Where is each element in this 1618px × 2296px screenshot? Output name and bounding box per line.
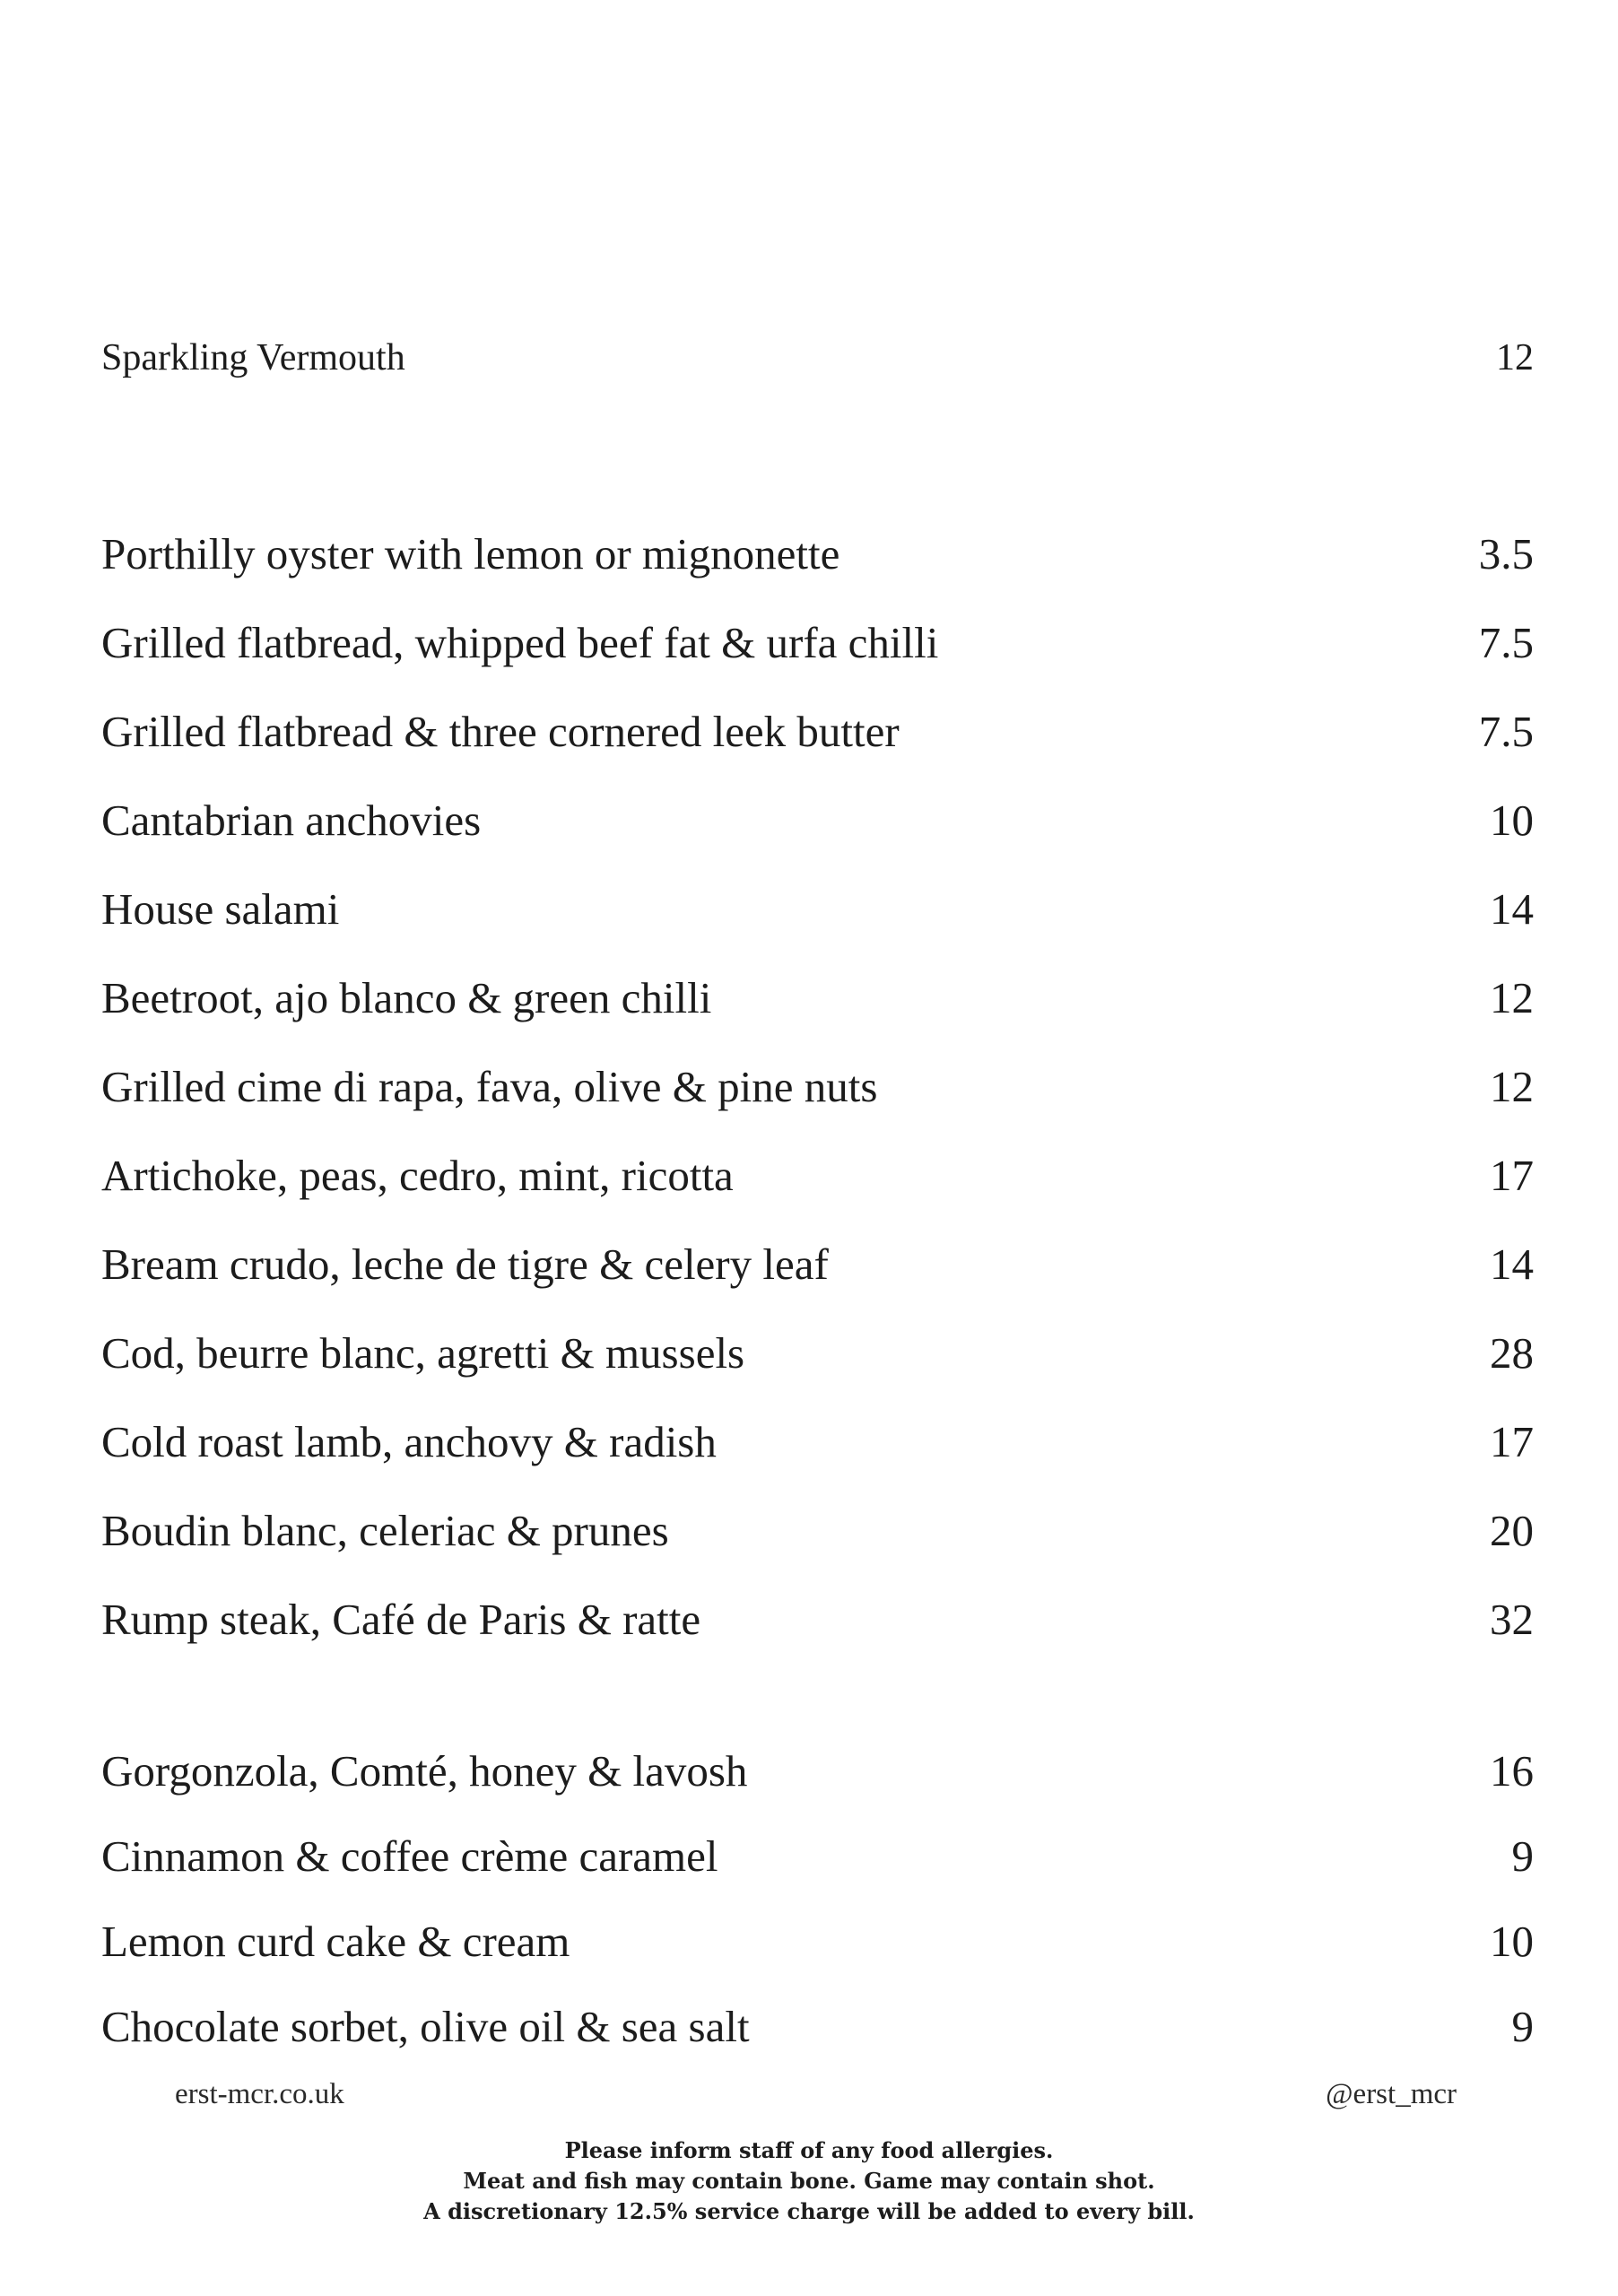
item-name: Grilled cime di rapa, fava, olive & pine nuts (101, 1062, 878, 1111)
item-price: 7.5 (1478, 707, 1534, 756)
item-name: Artichoke, peas, cedro, mint, ricotta (101, 1151, 734, 1200)
item-name: Sparkling Vermouth (101, 337, 405, 378)
menu-item (101, 884, 1534, 934)
note-line: Meat and fish may contain bone. Game may contain shot. (463, 2168, 1155, 2194)
item-price: 3.5 (1478, 529, 1534, 578)
item-price: 20 (1490, 1506, 1534, 1555)
item-name: Grilled flatbread, whipped beef fat & urfa chilli (101, 618, 939, 667)
website-link[interactable]: erst-mcr.co.uk (175, 2078, 344, 2110)
note-line: Please inform staff of any food allergies. (564, 2137, 1054, 2163)
item-price: 12 (1490, 1062, 1534, 1111)
item-name: Bream crudo, leche de tigre & celery leaf (101, 1239, 829, 1289)
item-price: 9 (1511, 2002, 1534, 2051)
menu-item-dessert (101, 1917, 1534, 1966)
menu-item (101, 1062, 1534, 1111)
item-name: Cod, beurre blanc, agretti & mussels (101, 1328, 745, 1378)
item-name: Gorgonzola, Comté, honey & lavosh (101, 1746, 748, 1796)
menu-item-dessert (101, 1831, 1534, 1881)
menu-item (101, 1417, 1534, 1466)
menu-item (101, 1328, 1534, 1378)
menu-item (101, 707, 1534, 756)
menu-item (101, 529, 1534, 578)
item-name: Cinnamon & coffee crème caramel (101, 1831, 718, 1881)
item-name: House salami (101, 884, 340, 934)
menu-item (101, 618, 1534, 667)
item-name: Grilled flatbread & three cornered leek butter (101, 707, 900, 756)
menu-item (101, 1595, 1534, 1644)
item-name: Rump steak, Café de Paris & ratte (101, 1595, 701, 1644)
menu-item (101, 796, 1534, 845)
item-name: Cold roast lamb, anchovy & radish (101, 1417, 717, 1466)
item-price: 28 (1490, 1328, 1534, 1378)
menu-item-dessert (101, 1746, 1534, 1796)
item-price: 17 (1490, 1417, 1534, 1466)
item-price: 17 (1490, 1151, 1534, 1200)
item-name: Cantabrian anchovies (101, 796, 482, 845)
item-price: 12 (1490, 973, 1534, 1022)
social-handle[interactable]: @erst_mcr (1326, 2078, 1457, 2110)
menu-item (101, 1506, 1534, 1555)
item-price: 12 (1496, 337, 1534, 378)
item-price: 16 (1490, 1746, 1534, 1796)
item-price: 14 (1490, 1239, 1534, 1289)
item-price: 14 (1490, 884, 1534, 934)
item-price: 32 (1490, 1595, 1534, 1644)
note-line: A discretionary 12.5% service charge will be added to every bill. (423, 2198, 1195, 2224)
menu-item-aperitif (101, 339, 1534, 377)
item-name: Boudin blanc, celeriac & prunes (101, 1506, 669, 1555)
item-price: 9 (1511, 1831, 1534, 1881)
item-name: Porthilly oyster with lemon or mignonette (101, 529, 840, 578)
menu-item (101, 1239, 1534, 1289)
menu-item (101, 973, 1534, 1022)
item-name: Beetroot, ajo blanco & green chilli (101, 973, 712, 1022)
item-name: Lemon curd cake & cream (101, 1917, 570, 1966)
item-price: 10 (1490, 1917, 1534, 1966)
menu-item (101, 1151, 1534, 1200)
item-price: 10 (1490, 796, 1534, 845)
item-name: Chocolate sorbet, olive oil & sea salt (101, 2002, 750, 2051)
allergy-notes (0, 2135, 1618, 2227)
menu-item-dessert (101, 2002, 1534, 2051)
item-price: 7.5 (1478, 618, 1534, 667)
